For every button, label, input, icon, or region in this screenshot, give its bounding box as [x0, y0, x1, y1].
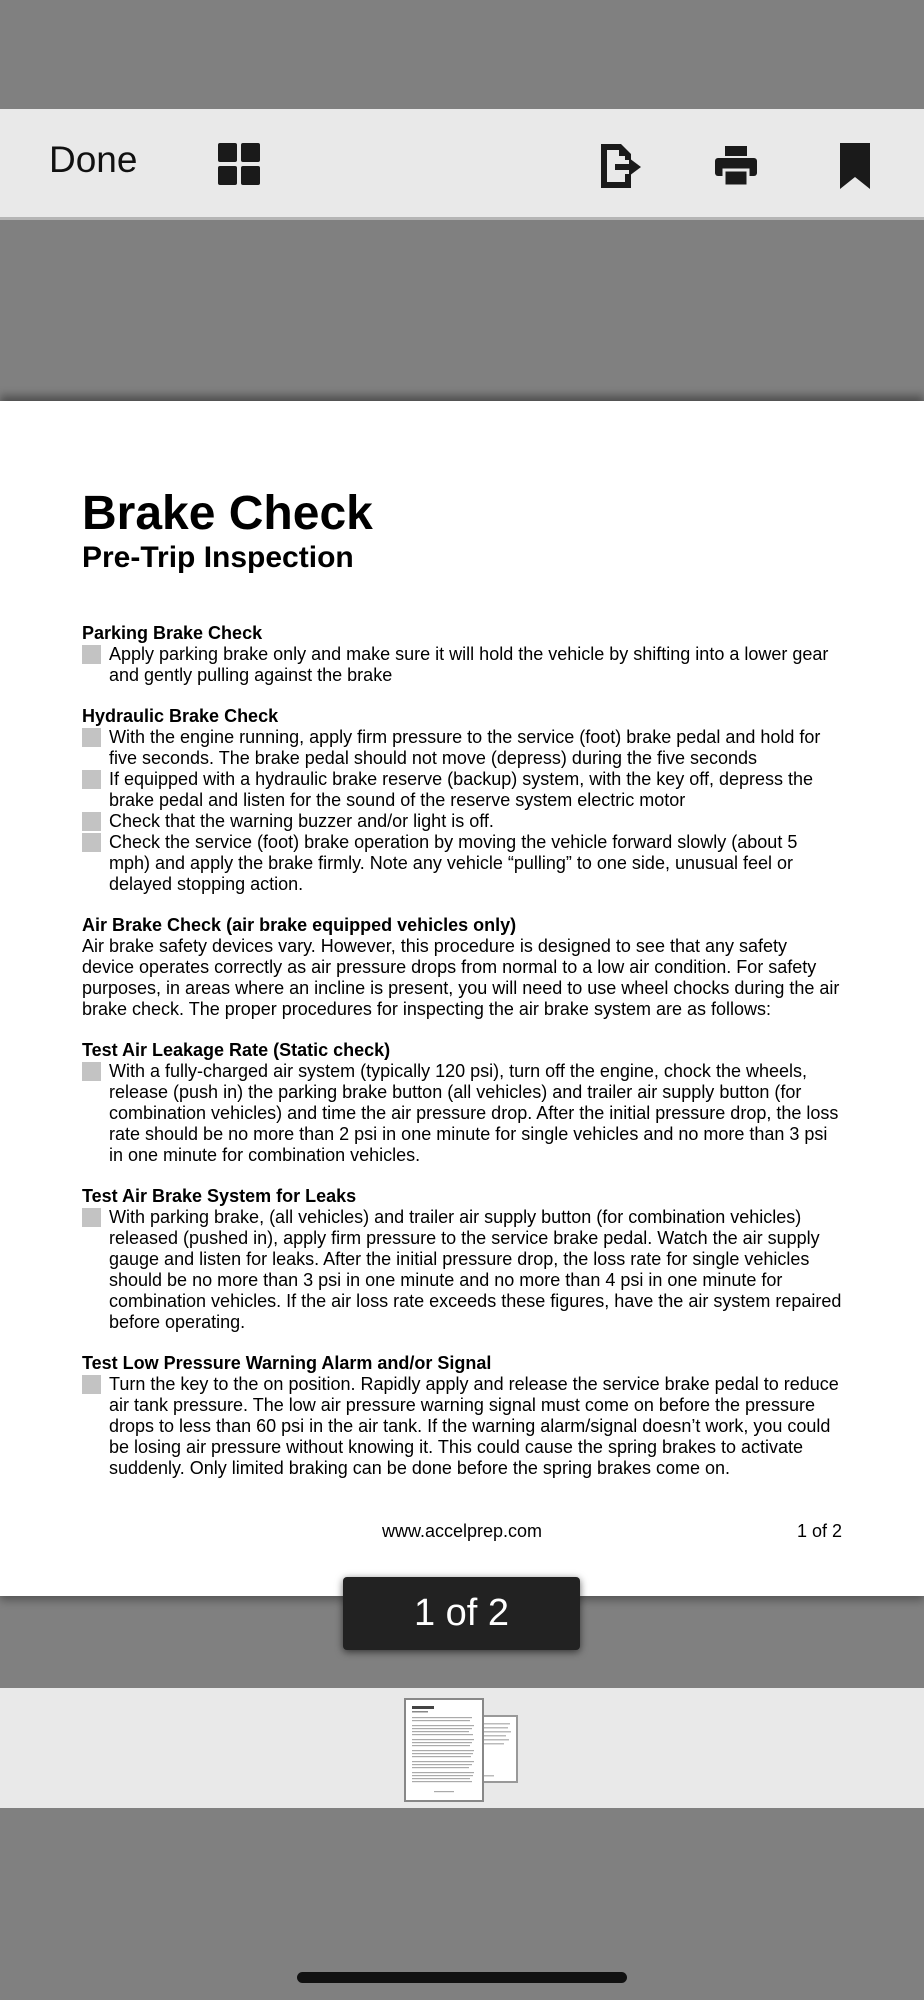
print-icon[interactable] [715, 146, 757, 186]
document-subtitle: Pre-Trip Inspection [82, 541, 354, 574]
checklist-item [82, 811, 842, 832]
checkbox[interactable] [82, 1375, 101, 1394]
home-indicator[interactable] [297, 1972, 627, 1983]
item-text: Turn the key to the on position. Rapidly apply and release the service brake pedal to reduce air tank pressure. The low air pressure warning signal must come on before the pressure drops to less than 60 psi in the air tank. If the warning alarm/signal doesn’t work, you could be losing air pressure without knowing it. This could cause the spring brakes to activate suddenly. Only limited braking can be done before the spring brakes come on. [109, 1374, 839, 1478]
item-text: Check the service (foot) brake operation by moving the vehicle forward slowly (about 5 mph) and apply the brake firmly. Note any vehicle “pulling” to one side, unusual feel or delayed stopping action. [109, 832, 798, 894]
section-heading: Hydraulic Brake Check [82, 706, 279, 726]
checklist-item [82, 727, 842, 769]
item-text: With a fully-charged air system (typically 120 psi), turn off the engine, chock the wheels, release (push in) the parking brake button (all vehicles) and trailer air supply button (for combination vehicles) and time the air pressure drop. After the initial pressure drop, the loss rate should be no more than 2 psi in one minute for single vehicles and no more than 3 psi in one minute for combination vehicles. [109, 1061, 839, 1165]
bookmark-icon[interactable] [840, 143, 870, 189]
item-text: With the engine running, apply firm pressure to the service (foot) brake pedal and hold for five seconds. The brake pedal should not move (depress) during the five seconds [109, 727, 821, 768]
checkbox[interactable] [82, 728, 101, 747]
item-text: Check that the warning buzzer and/or light is off. [109, 811, 494, 831]
document-content [82, 487, 842, 1479]
done-button[interactable]: Done [49, 139, 138, 180]
thumbnail-lines-icon [480, 1717, 516, 1781]
checklist-item [82, 1374, 842, 1479]
thumbnail-lines-icon [406, 1700, 482, 1800]
pdf-page [0, 401, 924, 1596]
document-title: Brake Check [82, 487, 373, 540]
page-thumbnail-1[interactable] [404, 1698, 484, 1802]
document-footer [82, 1521, 842, 1545]
section-air-brake [82, 915, 842, 1020]
section-paragraph: Air brake safety devices vary. However, this procedure is designed to see that any safety device operates correctly as air pressure drops from normal to a low air condition. For safety purposes, in areas where an incline is present, you will need to use wheel chocks during the air brake check. The proper procedures for inspecting the air brake system are as follows: [82, 936, 840, 1019]
checkbox[interactable] [82, 833, 101, 852]
footer-page-number: 1 of 2 [796, 1521, 842, 1541]
checklist-item [82, 769, 842, 811]
checkbox[interactable] [82, 1062, 101, 1081]
item-text: With parking brake, (all vehicles) and trailer air supply button (for combination vehicles) released (pushed in), apply firm pressure to the service brake pedal. Watch the air supply gauge and listen for leaks. After the initial pressure drop, the loss rate for single vehicles should be no more than 3 psi in one minute and no more than 4 psi in one minute for combination vehicles. If the air loss rate exceeds these figures, have the air system repaired before operating. [109, 1207, 842, 1332]
checklist-item [82, 1207, 842, 1333]
section-heading: Parking Brake Check [82, 623, 263, 643]
checkbox[interactable] [82, 812, 101, 831]
checklist-item [82, 832, 842, 895]
section-hydraulic-brake [82, 706, 842, 895]
checkbox[interactable] [82, 645, 101, 664]
checklist-item [82, 1061, 842, 1166]
page-thumbnail-2[interactable] [478, 1715, 518, 1783]
footer-url: www.accelprep.com [381, 1521, 543, 1541]
section-air-leaks [82, 1186, 842, 1333]
export-icon[interactable] [599, 144, 641, 188]
grid-icon[interactable] [218, 143, 260, 185]
section-heading: Test Low Pressure Warning Alarm and/or Signal [82, 1353, 492, 1373]
item-text: Apply parking brake only and make sure it will hold the vehicle by shifting into a lower gear and gently pulling against the brake [109, 644, 829, 685]
thumbnail-bar [0, 1688, 924, 1808]
section-heading: Air Brake Check (air brake equipped vehicles only) [82, 915, 517, 935]
section-heading: Test Air Brake System for Leaks [82, 1186, 357, 1206]
section-air-leakage [82, 1040, 842, 1166]
section-heading: Test Air Leakage Rate (Static check) [82, 1040, 391, 1060]
page-indicator: 1 of 2 [343, 1577, 580, 1650]
section-parking-brake [82, 623, 842, 686]
checkbox[interactable] [82, 1208, 101, 1227]
top-toolbar [0, 109, 924, 220]
section-low-pressure [82, 1353, 842, 1479]
checklist-item [82, 644, 842, 686]
item-text: If equipped with a hydraulic brake reserve (backup) system, with the key off, depress the brake pedal and listen for the sound of the reserve system electric motor [109, 769, 814, 810]
checkbox[interactable] [82, 770, 101, 789]
